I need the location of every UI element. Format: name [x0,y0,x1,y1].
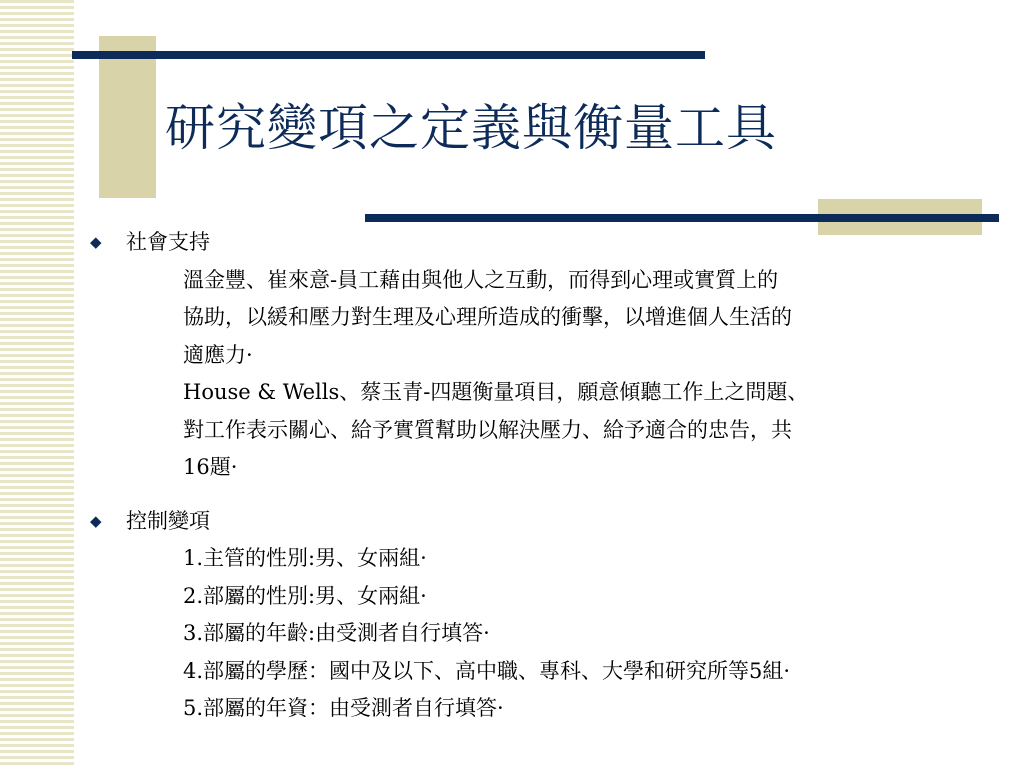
slide-title: 研究變項之定義與衡量工具 [165,99,777,157]
list-item: 1.主管的性別:男、女兩組· [183,546,427,570]
section-heading: 社會支持 [126,230,210,254]
diamond-bullet-icon: ◆ [90,511,102,530]
decorative-stripes [0,0,74,768]
section-body [126,262,1008,487]
list-item: 2.部屬的性別:男、女兩組· [183,583,427,608]
title-accent-block [99,36,156,198]
section-body [126,540,1008,728]
section-control-variables [88,503,1008,728]
title-bottom-rule [365,214,999,222]
list-item: 3.部屬的年齡:由受測者自行填答· [183,621,490,645]
definition-paragraph: 溫金豐、崔來意-員工藉由與他人之互動，而得到心理或實質上的 協助，以緩和壓力對生理及心理所造成的衝擊，以增進個人生活的 適應力· [183,267,792,367]
list-item: 5.部屬的年資：由受測者自行填答· [183,696,504,720]
measurement-paragraph: House & Wells、蔡玉青-四題衡量項目，願意傾聽工作上之問題、 對工作表示關心、給予實質幫助以解決壓力、給予適合的忠告，共 16題· [183,380,809,479]
slide-body [88,224,1008,728]
list-item: 4.部屬的學歷：國中及以下、高中職、專科、大學和研究所等5組· [183,658,791,683]
title-top-rule [72,51,705,59]
section-social-support [88,224,1008,487]
diamond-bullet-icon: ◆ [90,233,102,251]
section-heading: 控制變項 [126,508,210,533]
